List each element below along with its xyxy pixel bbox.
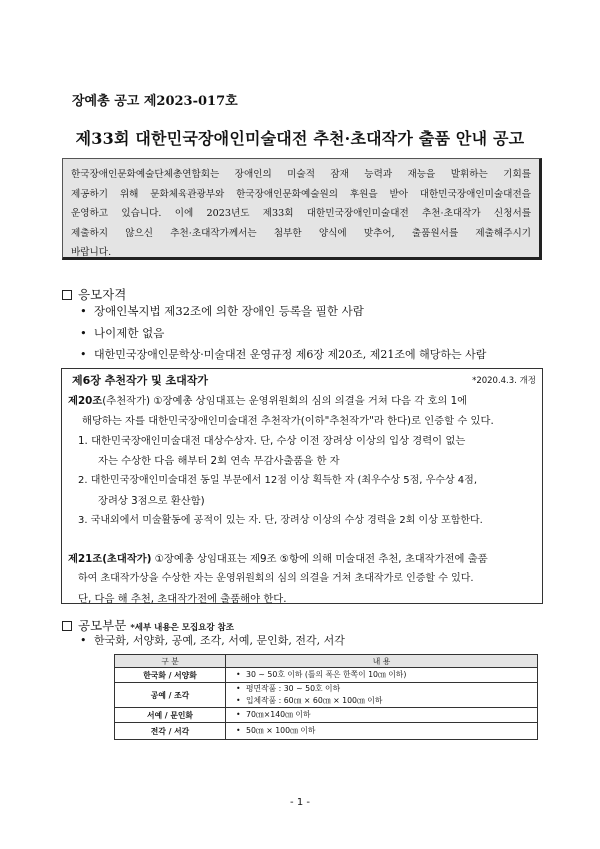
list-item: • 대한민국장애인문학상·미술대전 운영규정 제6장 제20조, 제21조에 해당하는 사람 <box>80 344 486 366</box>
fields-heading-text: 공모부문 <box>78 618 127 633</box>
article-21-line <box>68 549 536 569</box>
chapter-title: 제6장 추천작가 및 초대작가 <box>72 374 209 387</box>
table-row <box>115 683 538 708</box>
article-20-item: 자는 수상한 다음 해부터 2회 연속 무감사출품을 한 자 <box>98 455 340 467</box>
column-header-content: 내 용 <box>226 655 538 668</box>
content-item: • 50㎝ × 100㎝ 이하 <box>236 725 533 737</box>
table-row <box>115 723 538 740</box>
table-row <box>115 668 538 683</box>
intro-line: 제공하기 위해 문화체육관광부와 한국장애인문화예술원의 후원을 받아 대한민국장애인미술대전을 <box>71 188 531 200</box>
article-20-line: 해당하는 자를 대한민국장애인미술대전 추천작가(이하"추천작가"라 한다)로 인증할 수 있다. <box>82 415 494 427</box>
content-item: • 30 ~ 50호 이하 (틀의 폭은 한쪽이 10㎝ 이하) <box>236 669 533 681</box>
article-20-item: 1. 대한민국장애인미술대전 대상수상자. 단, 수상 이전 장려상 이상의 입상 경력이 없는 <box>78 435 466 447</box>
list-item: • 나이제한 없음 <box>80 322 486 344</box>
article-20-line <box>68 391 536 411</box>
article-20-item: 2. 대한민국장애인미술대전 동일 부문에서 12점 이상 획득한 자 (최우수상 5점, 우수상 4점, <box>78 475 477 486</box>
article-20-text: (추천작가) ①장예총 상임대표는 운영위원회의 심의 의결을 거쳐 다음 각 호의 1에 <box>102 395 468 407</box>
eligibility-list <box>80 300 486 366</box>
intro-line: 한국장애인문화예술단체총연합회는 장애인의 미술적 잠재 능력과 재능을 발휘하는 기회를 <box>71 169 531 180</box>
article-20-title: 제20조 <box>68 395 103 407</box>
list-item: • 한국화, 서양화, 공예, 조각, 서예, 문인화, 전각, 서각 <box>80 630 345 652</box>
category-cell: 전각 / 서각 <box>115 723 226 740</box>
page-number: - 1 - <box>290 797 310 808</box>
category-cell: 공예 / 조각 <box>115 683 226 708</box>
category-cell: 서예 / 문인화 <box>115 708 226 723</box>
article-21-line: 단, 다음 해 추천, 초대작가전에 출품해야 한다. <box>78 593 287 605</box>
content-cell <box>226 668 538 683</box>
checkbox-icon <box>62 290 72 300</box>
content-cell <box>226 683 538 708</box>
notice-number: 장예총 공고 제2023-017호 <box>72 94 238 109</box>
list-item: • 장애인복지법 제32조에 의한 장애인 등록을 필한 사람 <box>80 300 486 322</box>
regulation-box <box>61 368 543 604</box>
content-item: • 70㎝×140㎝ 이하 <box>236 709 533 721</box>
intro-line: 제출하지 않으신 추천·초대작가께서는 첨부한 양식에 맞추어, 출품원서를 제출해주시기 <box>71 227 531 239</box>
intro-line: 바랍니다. <box>71 247 112 259</box>
article-20-item: 3. 국내외에서 미술활동에 공적이 있는 자. 단, 장려상 이상의 수상 경력을 2회 이상 포함한다. <box>78 515 483 526</box>
fields-summary-list <box>80 630 345 652</box>
regulation-chapter <box>68 371 536 391</box>
article-21-text: ①장예총 상임대표는 제9조 ⑤항에 의해 미술대전 추천, 초대작가전에 출품 <box>151 553 488 565</box>
content-item: • 평면작품 : 30 ~ 50호 이하 <box>236 683 533 695</box>
intro-line: 운영하고 있습니다. 이에 2023년도 제33회 대한민국장애인미술대전 추천·초대작가 신청서를 <box>71 208 531 220</box>
table-row <box>115 708 538 723</box>
table-header-row <box>115 655 538 668</box>
content-cell <box>226 723 538 740</box>
fields-table <box>114 654 538 740</box>
page-title: 제33회 대한민국장애인미술대전 추천·초대작가 출품 안내 공고 <box>75 129 525 148</box>
article-20-item: 장려상 3점으로 환산함) <box>98 495 205 507</box>
content-item: • 입체작품 : 60㎝ × 60㎝ × 100㎝ 이하 <box>236 695 533 707</box>
article-21-title: 제21조(초대작가) <box>68 553 152 565</box>
revision-note: *2020.4.3. 개정 <box>472 376 536 386</box>
column-header-category: 구 분 <box>115 655 226 668</box>
checkbox-icon <box>62 621 72 631</box>
eligibility-heading-text: 응모자격 <box>78 287 127 302</box>
content-cell <box>226 708 538 723</box>
intro-box <box>62 158 542 260</box>
article-21-line: 하여 초대작가상을 수상한 자는 운영위원회의 심의 의결을 거쳐 초대작가로 인증할 수 있다. <box>78 573 474 584</box>
category-cell: 한국화 / 서양화 <box>115 668 226 683</box>
fields-heading-note: *세부 내용은 모집요강 참조 <box>130 623 234 633</box>
